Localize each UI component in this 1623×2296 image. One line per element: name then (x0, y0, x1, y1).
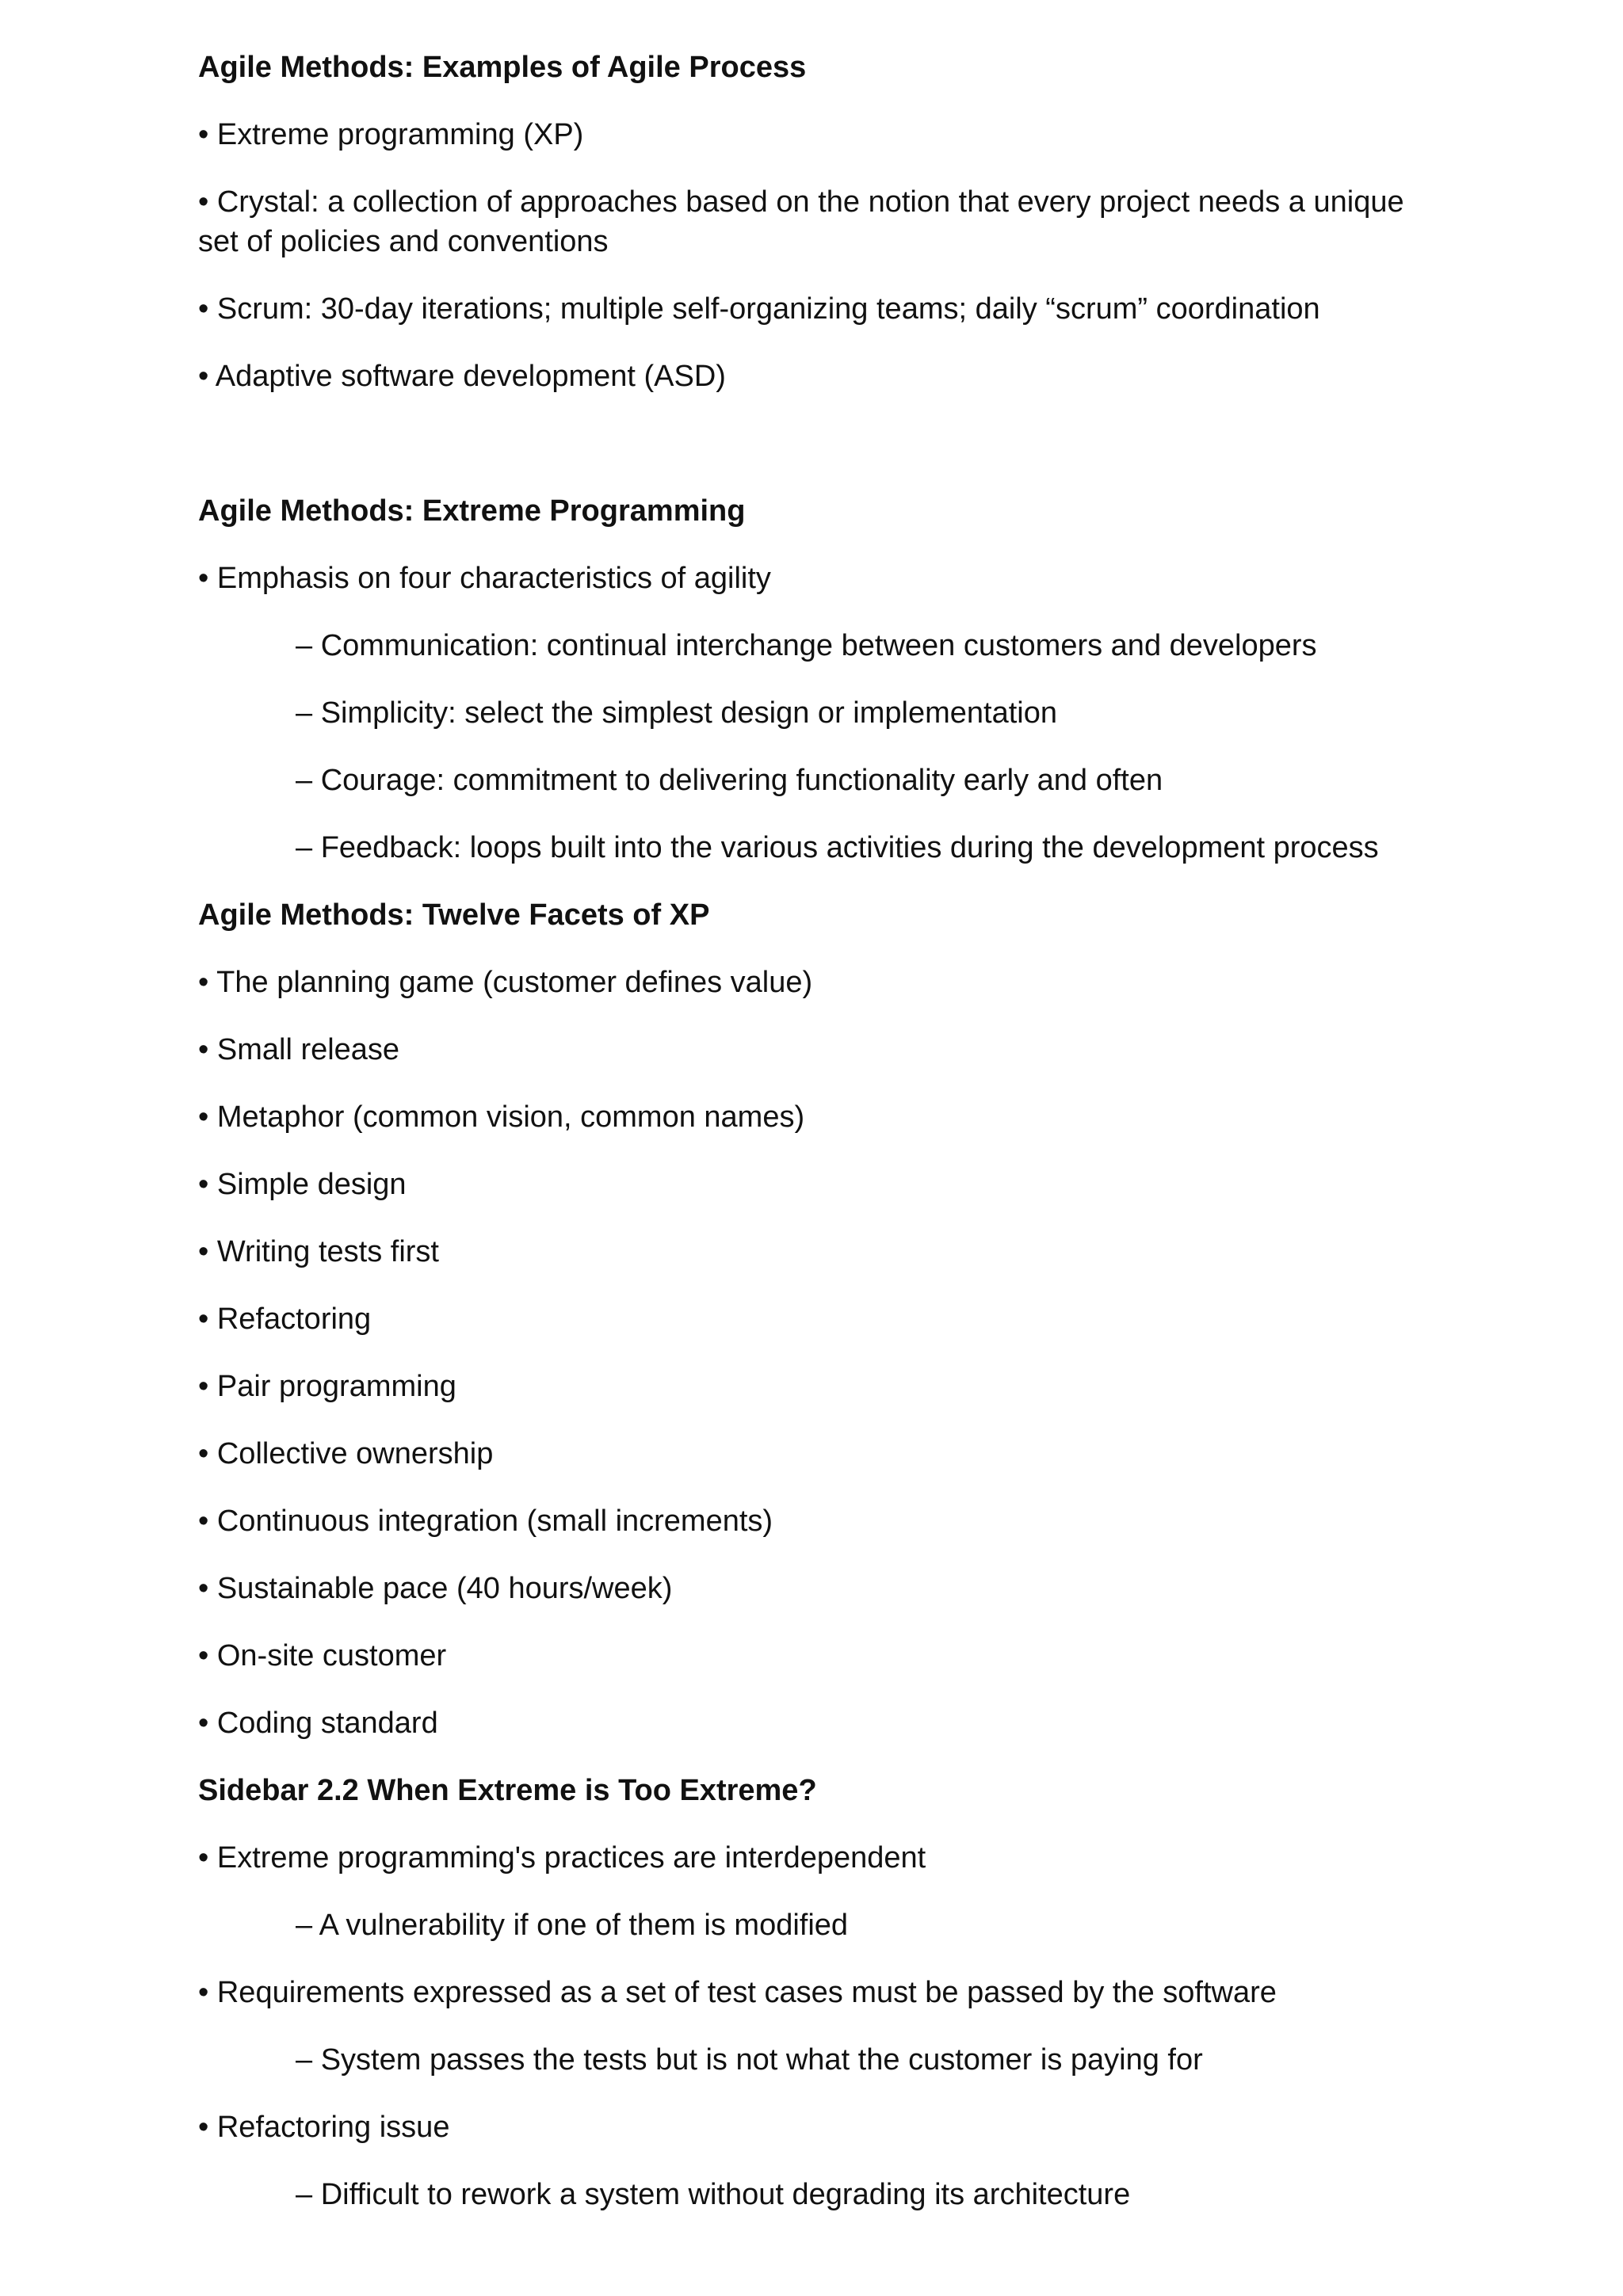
sub-list-item: – Communication: continual interchange between customers and developers (296, 629, 1317, 662)
list-item: • Simple design (198, 1168, 407, 1201)
list-item: • Sustainable pace (40 hours/week) (198, 1572, 673, 1605)
list-item: • Coding standard (198, 1707, 438, 1740)
list-item: • Extreme programming (XP) (198, 118, 584, 151)
list-item: • Metaphor (common vision, common names) (198, 1100, 805, 1134)
list-item: • The planning game (customer defines value) (198, 966, 813, 999)
sub-list-item: – Courage: commitment to delivering functionality early and often (296, 764, 1163, 797)
list-item: • Small release (198, 1033, 400, 1066)
section-heading-extreme-programming: Agile Methods: Extreme Programming (198, 494, 746, 528)
list-item: • Refactoring issue (198, 2111, 450, 2144)
sub-list-item: – Feedback: loops built into the various activities during the development process (296, 831, 1379, 864)
list-item: • Collective ownership (198, 1437, 494, 1470)
sub-list-item: – System passes the tests but is not what the customer is paying for (296, 2043, 1203, 2077)
sub-list-item: – Difficult to rework a system without degrading its architecture (296, 2178, 1131, 2211)
list-item: • Emphasis on four characteristics of agility (198, 562, 771, 595)
section-heading-sidebar-too-extreme: Sidebar 2.2 When Extreme is Too Extreme? (198, 1774, 817, 1807)
list-item: • Adaptive software development (ASD) (198, 360, 726, 393)
section-heading-twelve-facets-xp: Agile Methods: Twelve Facets of XP (198, 898, 710, 932)
list-item: • Crystal: a collection of approaches based on the notion that every project needs a unique set of policies and conventions (198, 185, 1404, 258)
list-item: • On-site customer (198, 1639, 447, 1672)
list-item: • Pair programming (198, 1370, 456, 1403)
sub-list-item: – A vulnerability if one of them is modified (296, 1909, 849, 1942)
list-item: • Scrum: 30-day iterations; multiple self-organizing teams; daily “scrum” coordination (198, 292, 1320, 326)
list-item: • Continuous integration (small increments) (198, 1505, 773, 1538)
list-item: • Requirements expressed as a set of test cases must be passed by the software (198, 1976, 1277, 2009)
section-heading-agile-process-examples: Agile Methods: Examples of Agile Process (198, 51, 807, 84)
list-item: • Refactoring (198, 1302, 372, 1336)
sub-list-item: – Simplicity: select the simplest design or implementation (296, 696, 1057, 730)
list-item: • Extreme programming's practices are interdependent (198, 1841, 926, 1875)
list-item: • Writing tests first (198, 1235, 439, 1268)
